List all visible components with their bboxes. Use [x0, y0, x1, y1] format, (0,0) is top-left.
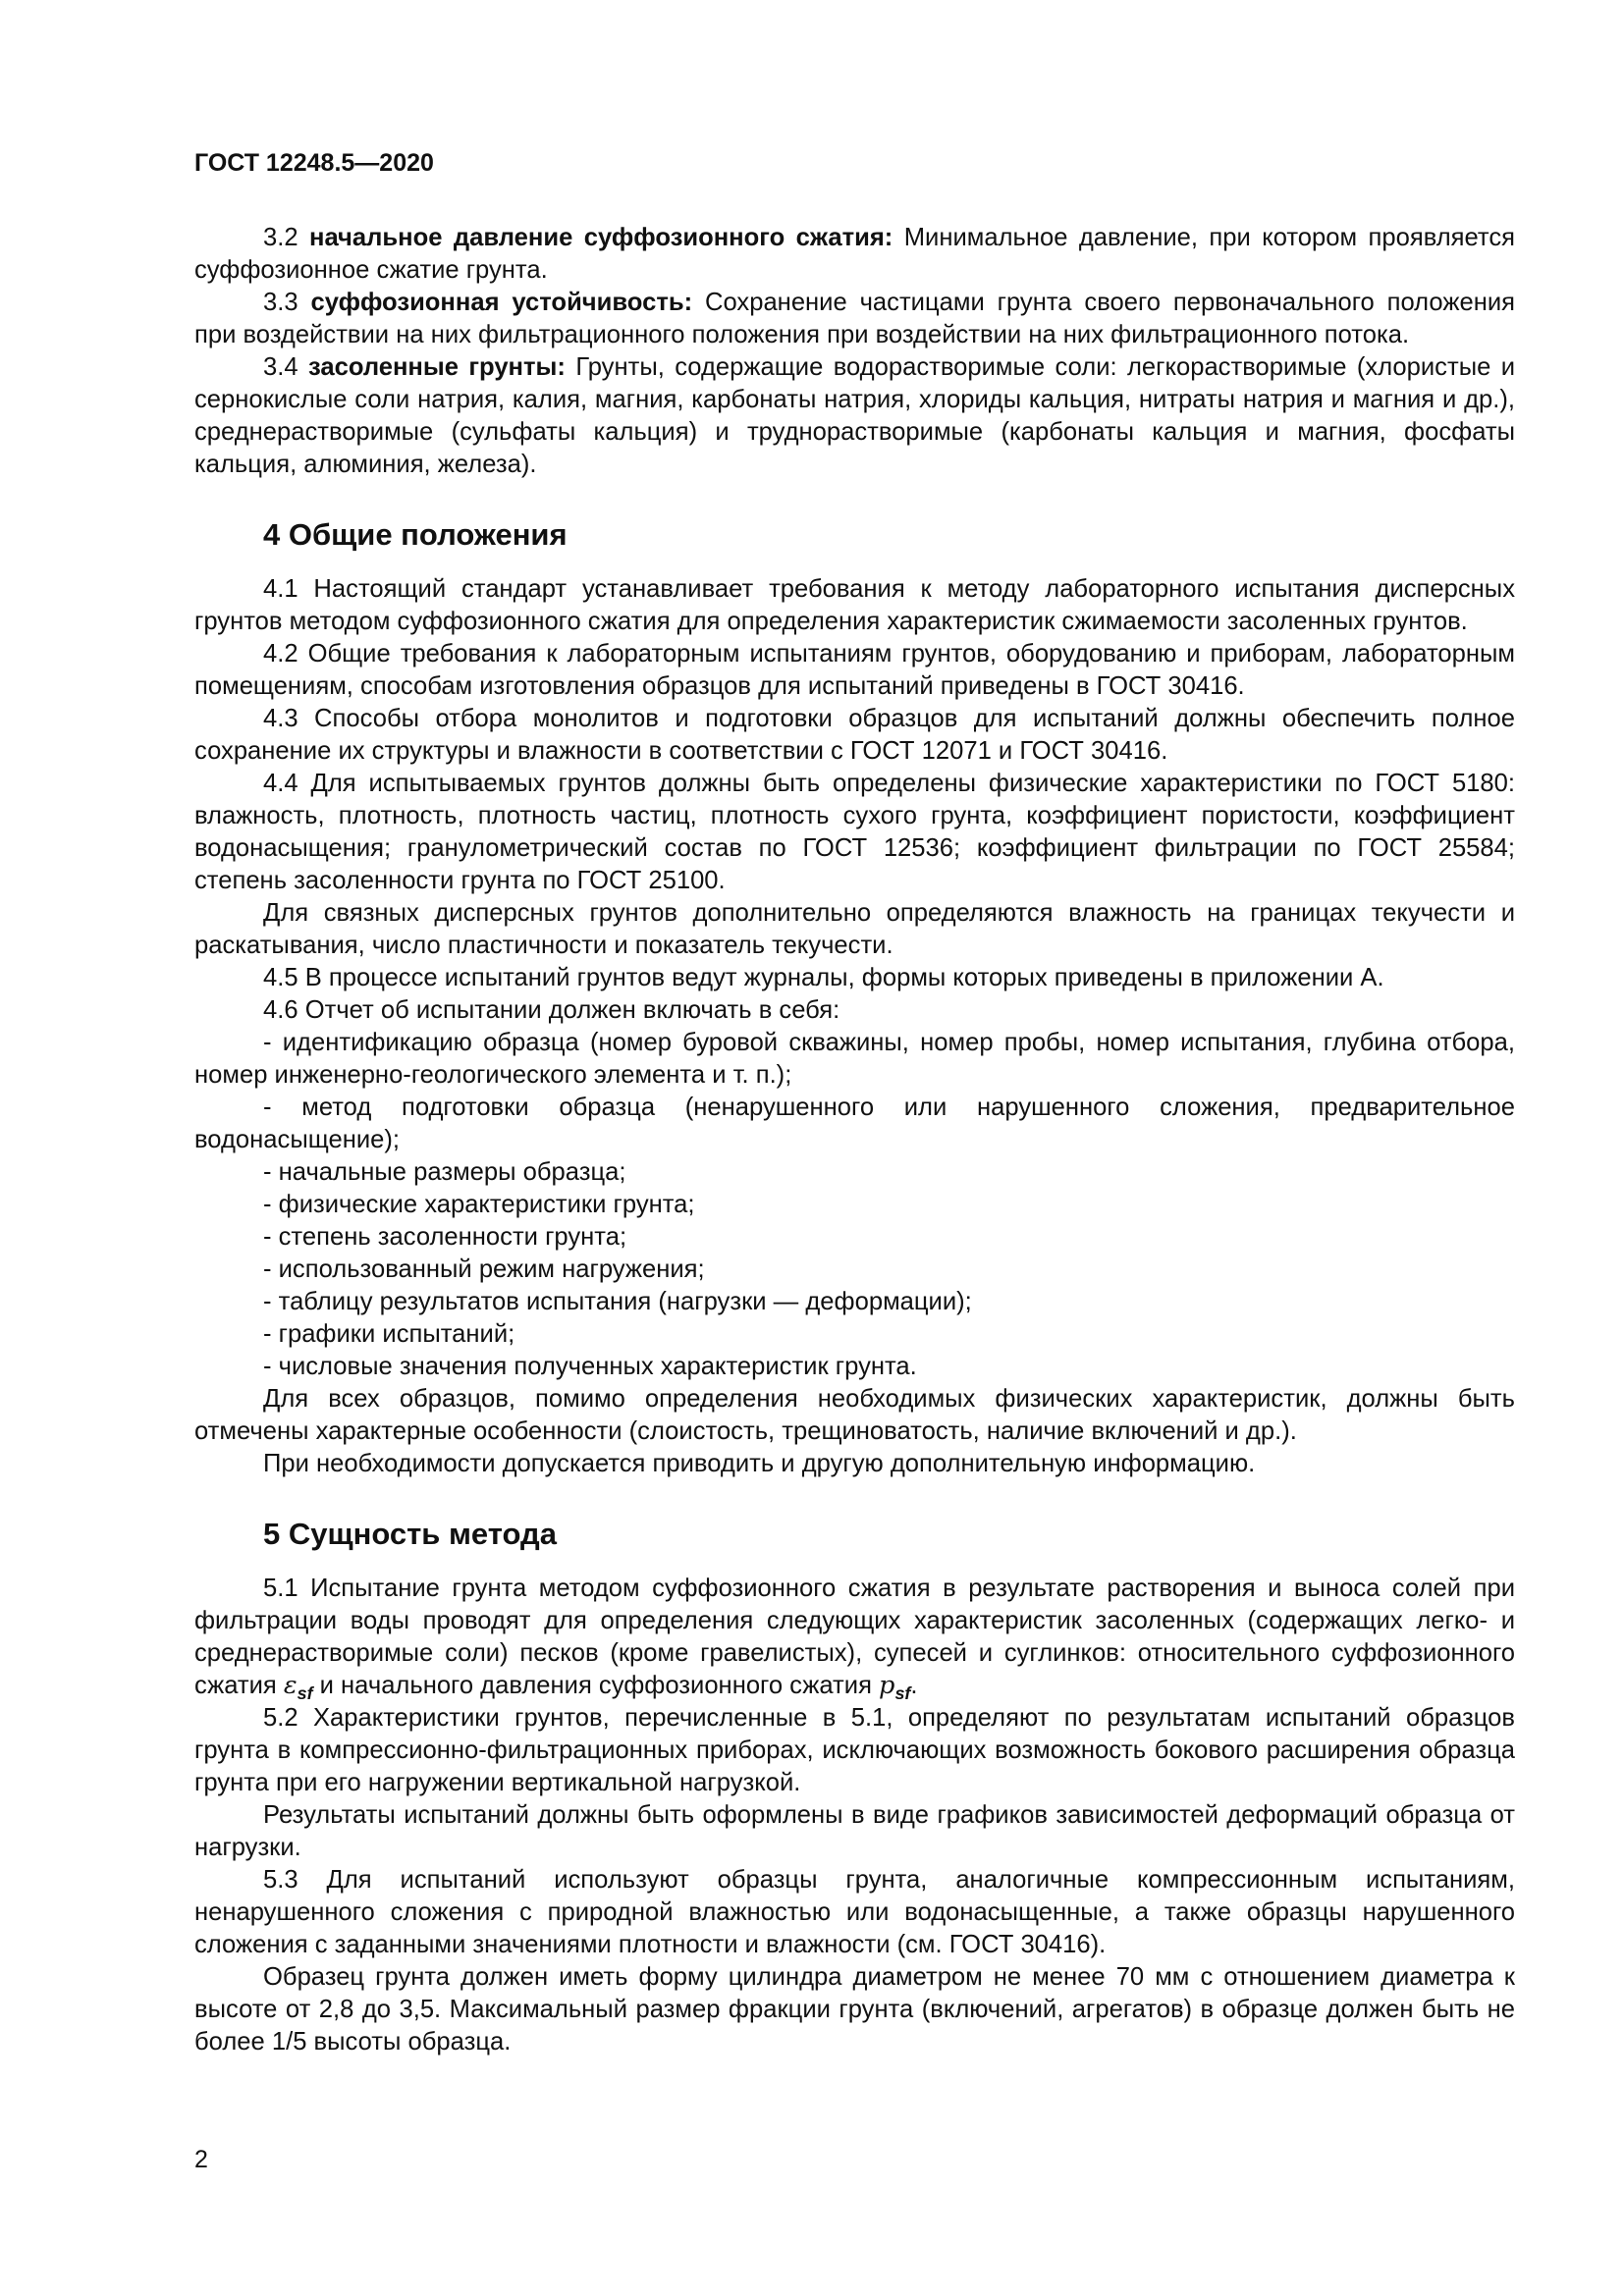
paragraph-3-2 [194, 222, 1515, 287]
list-item: - начальные размеры образца; [263, 1158, 626, 1186]
pressure-symbol: p [879, 1671, 895, 1700]
paragraph-4-8: При необходимости допускается приводить и другую дополнительную информацию. [263, 1450, 1256, 1477]
list-item: - использованный режим нагружения; [263, 1255, 705, 1283]
definition: Грунты, содержащие водорастворимые соли: легкорастворимые (хлористые и сернокислые соли натрия, калия, магния, карбонаты натрия, хлориды кальция, нитраты натрия и магния и др.), среднерастворимые (сульфаты кальция) и труднорастворимые (карбонаты кальция и магния, фосфаты кальция, алюминия, железа). [194, 353, 1516, 478]
paragraph-4-6: 4.6 Отчет об испытании должен включать в себя: [263, 996, 840, 1024]
paragraph-3-4 [194, 351, 1515, 481]
clause-number: 3.3 [263, 289, 311, 316]
definition: Сохранение частицами грунта своего первоначального положения при воздействии на них фильтрационного положения при воздействии на них фильтрационного потока. [194, 289, 1515, 348]
paragraph-4-4: 4.4 Для испытываемых грунтов должны быть определены физические характеристики по ГОСТ 5180: влажность, плотность, плотность частиц, плотность сухого грунта, коэффициент пористости, коэффициент водонасыщения; гранулометрический состав по ГОСТ 12536; коэффициент фильтрации по ГОСТ 25584; степень засоленности грунта по ГОСТ 25100. [194, 770, 1515, 894]
list-item: - идентификацию образца (номер буровой скважины, номер пробы, номер испытания, глубина отбора, номер инженерно-геологического элемента и т. п.); [194, 1029, 1515, 1089]
text-run: . [910, 1672, 918, 1699]
paragraph-4-4b: Для связных дисперсных грунтов дополнительно определяются влажность на границах текучести и раскатывания, число пластичности и показатель текучести. [194, 899, 1515, 959]
list-item: - метод подготовки образца (ненарушенного или нарушенного сложения, предварительное водонасыщение); [194, 1094, 1515, 1153]
document-header: ГОСТ 12248.5—2020 [194, 149, 434, 177]
paragraph-5-2b: Результаты испытаний должны быть оформлены в виде графиков зависимостей деформаций образца от нагрузки. [194, 1801, 1515, 1861]
list-item: - таблицу результатов испытания (нагрузки — деформации); [263, 1288, 972, 1315]
paragraph-5-2: 5.2 Характеристики грунтов, перечисленные в 5.1, определяют по результатам испытаний образцов грунта в компрессионно-фильтрационных приборах, исключающих возможность бокового расширения образца грунта при его нагружении вертикальной нагрузкой. [194, 1704, 1515, 1796]
definition: Минимальное давление, при котором проявляется суффозионное сжатие грунта. [194, 224, 1515, 284]
list-item: - физические характеристики грунта; [263, 1191, 695, 1218]
report-contents-list [194, 1027, 1515, 1383]
list-item: - графики испытаний; [263, 1320, 515, 1348]
paragraph-5-3b: Образец грунта должен иметь форму цилиндра диаметром не менее 70 мм с отношением диаметра к высоте от 2,8 до 3,5. Максимальный размер фракции грунта (включений, агрегатов) в образце должен быть не более 1/5 высоты образца. [194, 1963, 1515, 2056]
section-heading-5: 5 Сущность метода [263, 1517, 557, 1551]
paragraph-4-2: 4.2 Общие требования к лабораторным испытаниям грунтов, оборудованию и приборам, лабораторным помещениям, способам изготовления образцов для испытаний приведены в ГОСТ 30416. [194, 640, 1515, 700]
page-number: 2 [194, 2146, 208, 2173]
paragraph-5-1 [194, 1573, 1515, 1702]
term: засоленные грунты: [307, 353, 566, 381]
clause-number: 3.2 [263, 224, 309, 251]
paragraph-5-3: 5.3 Для испытаний используют образцы грунта, аналогичные компрессионным испытаниям, ненарушенного сложения с природной влажностью или водонасыщенные, а также образцы нарушенного сложения с заданными значениями плотности и влажности (см. ГОСТ 30416). [194, 1866, 1515, 1958]
clause-number: 3.4 [263, 353, 308, 381]
paragraph-4-1: 4.1 Настоящий стандарт устанавливает требования к методу лабораторного испытания дисперсных грунтов методом суффозионного сжатия для определения характеристик сжимаемости засоленных грунтов. [194, 575, 1515, 635]
term: суффозионная устойчивость: [310, 289, 693, 316]
epsilon-symbol: ε [283, 1671, 298, 1700]
paragraph-4-3: 4.3 Способы отбора монолитов и подготовки образцов для испытаний должны обеспечить полное сохранение их структуры и влажности в соответствии с ГОСТ 12071 и ГОСТ 30416. [194, 705, 1515, 765]
text-run: 5.1 Испытание грунта методом суффозионного сжатия в результате растворения и выноса солей при фильтрации воды проводят для определения следующих характеристик засоленных (содержащих легко- и среднерастворимые соли) песков (кроме гравелистых), супесей и суглинков: относительного суффозионного сжатия [194, 1575, 1515, 1699]
subscript: sf [894, 1683, 911, 1703]
text-run: и начального давления суффозионного сжатия [312, 1672, 880, 1699]
section-heading-4: 4 Общие положения [263, 517, 568, 552]
paragraph-3-3 [194, 287, 1515, 351]
list-item: - числовые значения полученных характеристик грунта. [263, 1353, 917, 1380]
term: начальное давление суффозионного сжатия: [309, 224, 893, 251]
list-item: - степень засоленности грунта; [263, 1223, 627, 1251]
paragraph-4-7: Для всех образцов, помимо определения необходимых физических характеристик, должны быть отмечены характерные особенности (слоистость, трещиноватость, наличие включений и др.). [194, 1385, 1515, 1445]
document-body [194, 222, 1515, 2058]
subscript: sf [297, 1683, 313, 1703]
paragraph-4-5: 4.5 В процессе испытаний грунтов ведут журналы, формы которых приведены в приложении А. [263, 964, 1384, 991]
